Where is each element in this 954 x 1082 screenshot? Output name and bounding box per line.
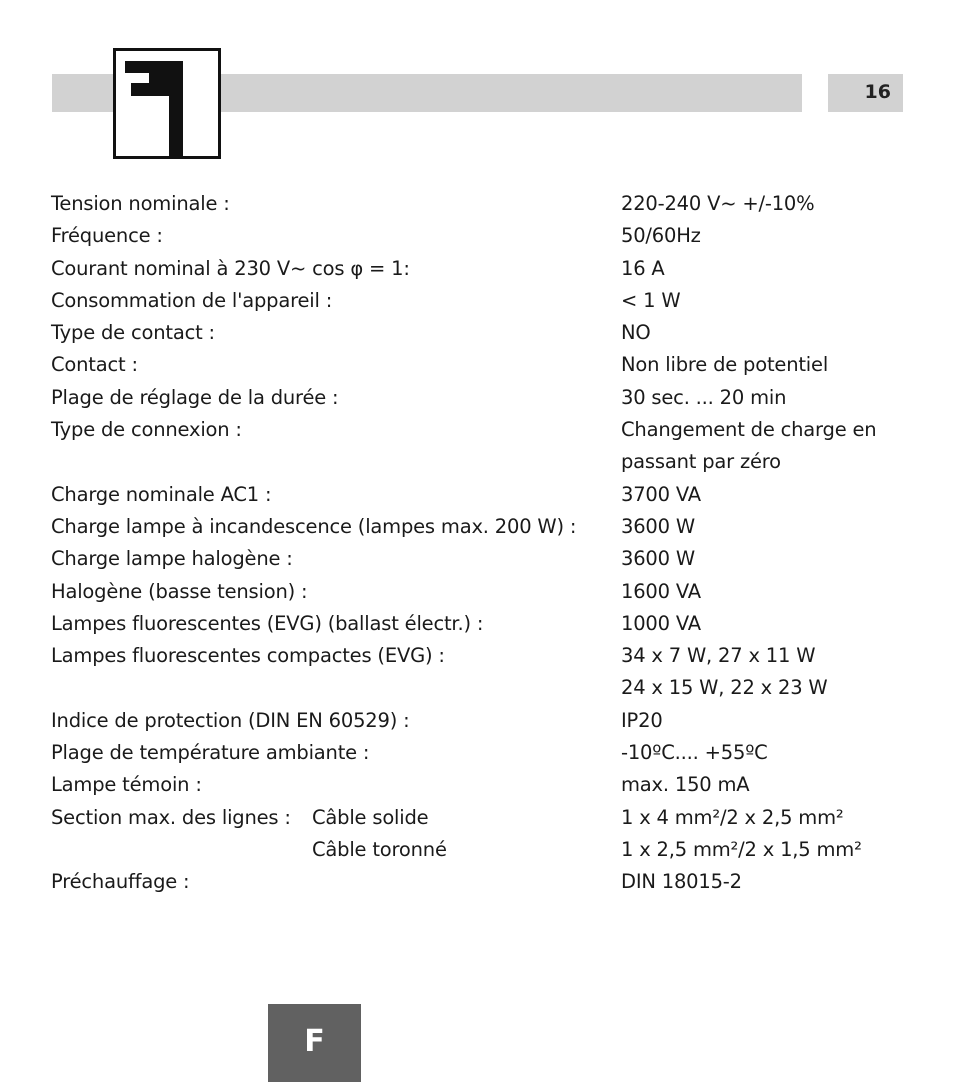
spec-row (51, 285, 931, 317)
language-tab-letter: F (304, 1024, 325, 1059)
spec-value: 30 sec. ... 20 min (621, 385, 787, 409)
spec-row (51, 737, 931, 769)
spec-row (51, 253, 931, 285)
spec-value: Non libre de potentiel (621, 353, 829, 377)
spec-row (51, 866, 931, 898)
spec-value: 34 x 7 W, 27 x 11 W (621, 644, 816, 668)
spec-value: 16 A (621, 256, 665, 280)
spec-row (51, 672, 931, 704)
spec-value: 1600 VA (621, 579, 701, 603)
section-logo-icon (113, 48, 221, 159)
spec-value: 1 x 4 mm²/2 x 2,5 mm² (621, 805, 844, 829)
spec-row (51, 608, 931, 640)
spec-value: -10ºC.... +55ºC (621, 741, 768, 765)
page-number: 16 (864, 81, 891, 103)
spec-label: Lampes fluorescentes (EVG) (ballast électr.) : (51, 611, 484, 635)
spec-value: 220-240 V~ +/-10% (621, 192, 815, 215)
spec-row (51, 705, 931, 737)
spec-value: 3600 W (621, 547, 695, 571)
spec-value: 1 x 2,5 mm²/2 x 1,5 mm² (621, 837, 862, 861)
spec-label: Fréquence : (51, 224, 163, 248)
language-tab (268, 1004, 361, 1082)
spec-label: Charge nominale AC1 : (51, 482, 272, 506)
spec-row (51, 511, 931, 543)
spec-label: Halogène (basse tension) : (51, 579, 308, 603)
spec-row (51, 769, 931, 801)
spec-label: Contact : (51, 353, 138, 377)
spec-label: Lampes fluorescentes compactes (EVG) : (51, 644, 445, 668)
spec-row (51, 382, 931, 414)
spec-label: Lampe témoin : (51, 773, 202, 797)
spec-value: 3700 VA (621, 482, 701, 506)
spec-label: Tension nominale : (51, 192, 230, 215)
spec-row (51, 188, 931, 220)
spec-value: 50/60Hz (621, 224, 701, 248)
spec-label: Section max. des lignes : (51, 805, 291, 829)
spec-row (51, 317, 931, 349)
spec-row (51, 834, 931, 866)
spec-label: Consommation de l'appareil : (51, 288, 333, 312)
spec-label: Courant nominal à 230 V~ cos φ = 1: (51, 256, 410, 280)
page-number-box (828, 74, 903, 112)
spec-row (51, 220, 931, 252)
spec-row (51, 640, 931, 672)
spec-value: 3600 W (621, 514, 695, 538)
spec-row (51, 479, 931, 511)
spec-value: 1000 VA (621, 611, 701, 635)
spec-row (51, 543, 931, 575)
spec-value: IP20 (621, 708, 663, 732)
spec-label: Charge lampe à incandescence (lampes max. 200 W) : (51, 514, 577, 538)
spec-row (51, 446, 931, 478)
spec-row (51, 802, 931, 834)
spec-label: Type de connexion : (51, 418, 242, 442)
spec-value: DIN 18015-2 (621, 870, 742, 894)
spec-value: 24 x 15 W, 22 x 23 W (621, 676, 828, 700)
spec-label: Charge lampe halogène : (51, 547, 293, 571)
spec-row (51, 414, 931, 446)
spec-label: Préchauffage : (51, 870, 190, 894)
spec-row (51, 576, 931, 608)
spec-value: NO (621, 321, 651, 345)
spec-value: max. 150 mA (621, 773, 750, 797)
spec-row (51, 349, 931, 381)
spec-value: < 1 W (621, 288, 681, 312)
spec-sublabel: Câble toronné (312, 837, 447, 861)
spec-label: Indice de protection (DIN EN 60529) : (51, 708, 410, 732)
technical-specs-table (51, 188, 931, 899)
spec-label: Plage de température ambiante : (51, 741, 370, 765)
spec-value: Changement de charge en (621, 418, 877, 442)
spec-label: Type de contact : (51, 321, 215, 345)
spec-label: Plage de réglage de la durée : (51, 385, 339, 409)
spec-value: passant par zéro (621, 450, 781, 474)
spec-sublabel: Câble solide (312, 805, 429, 829)
